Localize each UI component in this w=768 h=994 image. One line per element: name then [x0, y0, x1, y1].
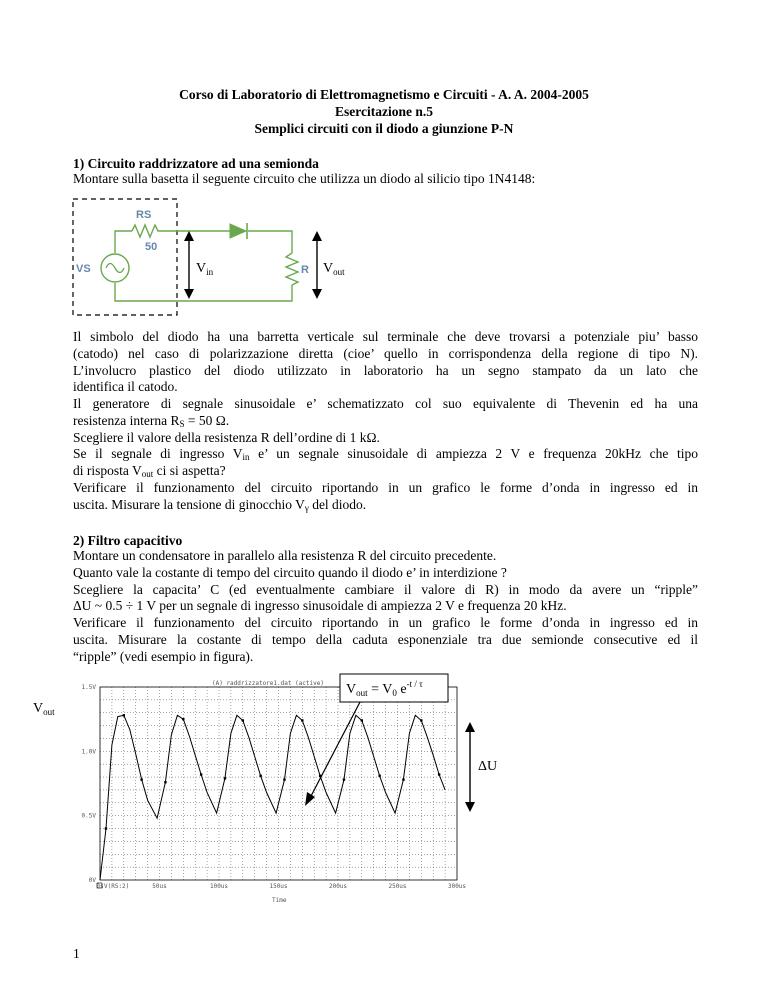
rs-resistor-symbol — [132, 225, 161, 237]
page-number: 1 — [73, 946, 80, 961]
exercise-number: Esercitazione n.5 — [335, 104, 433, 119]
load-resistor-symbol — [286, 253, 298, 285]
x-tick-label: 50us — [152, 883, 167, 890]
data-point — [259, 775, 261, 777]
rectifier-circuit-diagram — [70, 195, 345, 320]
generator-paragraph: Il generatore di segnale sinusoidale e’ schematizzato col suo equivalente di Thevenin ed ha una resistenza interna $R_S = 50$ Ω. Scegliere il valore della resistenza R dell’ordine di 1 kΩ. Se il segnale di ingresso $V_{in}$ e’ un segnale sinusoidale di ampiezza 2 V e frequenza 20kHz che tipo di risposta $V_{out}$ ci si aspetta? Verificare il funzionamento del circuito riportando in un grafico le forme d’onda in ingresso ed in uscita. Misurare la tensione di ginocchio $V_\gamma$ del diodo. — [73, 396, 698, 513]
x-tick-label: 150us — [269, 883, 288, 890]
data-point — [438, 773, 440, 775]
vout-axis-label: $V_{out}$ — [33, 701, 55, 717]
data-point — [224, 777, 226, 779]
vin-double-arrow — [184, 231, 194, 299]
data-point — [164, 781, 166, 783]
exercise-subject: Semplici circuiti con il diodo a giunzione P-N — [254, 121, 514, 136]
section1-title: 1) Circuito raddrizzatore ad una semionda — [73, 156, 319, 171]
rs-value: 50 — [145, 241, 158, 253]
series-v-r5-2 — [100, 714, 445, 880]
series-line — [100, 715, 445, 880]
course-title: Corso di Laboratorio di Elettromagnetismo e Circuiti - A. A. 2004-2005 — [179, 87, 589, 102]
data-point — [140, 778, 142, 780]
diode-symbol-paragraph: Il simbolo del diodo ha una barretta verticale sul terminale che deve trovarsi a potenziale piu’ basso (catodo) nel caso di polarizzazione diretta (cioe’ quello in corrispondenza della regione di tipo N). L’involucro plastico del diodo utilizzato in laboratorio ha un segno stampato da un lato che identifica il catodo. — [73, 329, 698, 395]
plot-grid — [100, 687, 457, 880]
y-tick-labels — [82, 684, 97, 884]
vs-label: VS — [76, 263, 91, 275]
legend-label: V(R5:2) — [104, 883, 130, 890]
r-label: R — [301, 264, 309, 276]
data-point — [182, 718, 184, 720]
data-point — [283, 778, 285, 780]
vout-label: $V_{out}$ — [323, 261, 345, 277]
data-point — [343, 778, 345, 780]
diode-symbol — [230, 223, 247, 239]
decay-formula: $V_{out} = V_0$ $e^{-t / \tau}$ — [346, 679, 423, 698]
ripple-label: ΔU — [478, 759, 498, 774]
x-tick-label: 250us — [388, 883, 407, 890]
y-tick-label: 0V — [88, 877, 96, 884]
data-point — [361, 719, 363, 721]
section2-title: 2) Filtro capacitivo — [73, 533, 183, 548]
voltage-source-symbol — [101, 254, 129, 282]
y-tick-label: 1.0V — [81, 748, 96, 756]
data-point — [378, 775, 380, 777]
x-tick-label: 200us — [328, 883, 348, 890]
source-equivalent-box — [73, 199, 177, 315]
rs-label: RS — [136, 209, 152, 221]
y-tick-label: 1.5V — [81, 684, 96, 691]
y-tick-label: 0.5V — [81, 812, 96, 820]
x-tick-label: 0s — [96, 883, 104, 890]
data-point — [420, 719, 422, 721]
x-tick-label: 100us — [209, 883, 229, 890]
data-point — [242, 719, 244, 721]
data-point — [402, 778, 404, 780]
section2-body: Montare un condensatore in parallelo alla resistenza R del circuito precedente. Quanto vale la costante di tempo del circuito quando il diodo e’ in interdizione ? Scegliere la capacita’ C (ed eventualmente cambiare il valore di R) in modo da avere un “ripple” ΔU ~ 0.5 ÷ 1 V per un segnale di ingresso sinusoidale di ampiezza 2 V e frequenza 20 kHz. Verificare il funzionamento del circuito riportando in un grafico le forme d’onda in ingresso ed in uscita. Misurare la costante di tempo della caduta esponenziale tra due semionde consecutive ed il “ripple” (vedi esempio in figura). — [73, 548, 698, 664]
data-point — [301, 719, 303, 721]
data-point — [123, 714, 125, 716]
ripple-double-arrow — [465, 722, 475, 812]
data-point — [200, 773, 202, 775]
x-axis-label: Time — [272, 897, 287, 904]
section1-intro: Montare sulla basetta il seguente circuito che utilizza un diodo al silicio tipo 1N4148: — [73, 171, 536, 186]
vout-double-arrow — [312, 231, 322, 299]
ripple-oscilloscope-figure — [0, 670, 768, 915]
x-tick-labels — [96, 883, 466, 890]
x-tick-label: 300us — [447, 883, 467, 890]
plot-title: (A) raddrizzatore1.dat (active) — [212, 680, 324, 687]
data-point — [105, 827, 107, 829]
vin-label: $V_{in}$ — [196, 261, 214, 277]
